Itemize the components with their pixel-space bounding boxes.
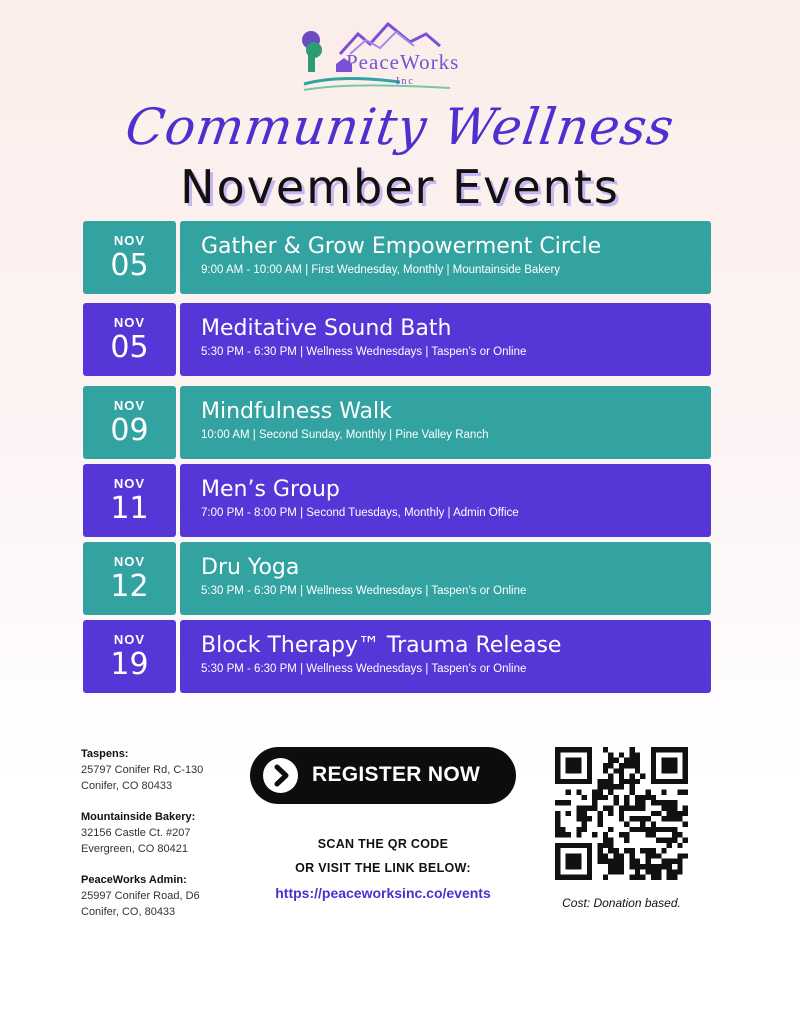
peaceworks-logo <box>300 20 490 98</box>
logo-brand: PeaceWorks <box>346 50 460 74</box>
event-month: NOV <box>113 632 146 647</box>
event-date-box <box>83 542 176 615</box>
event-info <box>180 620 711 693</box>
event-detail: 9:00 AM - 10:00 AM | First Wednesday, Monthly | Mountainside Bakery <box>201 264 561 276</box>
script-title: Community Wellness <box>122 98 678 156</box>
page-title: November Events <box>180 160 620 214</box>
event-title: Block Therapy™ Trauma Release <box>201 633 562 658</box>
event-row <box>83 542 711 615</box>
address-name: PeaceWorks Admin: <box>81 874 187 886</box>
event-month: NOV <box>113 398 146 413</box>
event-row <box>83 620 711 693</box>
event-title: Men’s Group <box>201 477 340 502</box>
event-row <box>83 464 711 537</box>
register-label: REGISTER NOW <box>312 763 481 786</box>
event-date-box <box>83 221 176 294</box>
event-day: 19 <box>110 647 149 682</box>
event-row <box>83 303 711 376</box>
event-row <box>83 386 711 459</box>
address-name: Mountainside Bakery: <box>81 811 196 823</box>
address-line: 32156 Castle Ct. #207 <box>81 827 191 839</box>
scan-line-2: OR VISIT THE LINK BELOW: <box>295 861 471 875</box>
event-day: 05 <box>110 248 149 283</box>
event-info <box>180 221 711 294</box>
event-day: 11 <box>110 491 149 526</box>
event-month: NOV <box>113 233 146 248</box>
event-month: NOV <box>113 315 146 330</box>
address-mountainside-bakery <box>81 809 251 857</box>
event-date-box <box>83 303 176 376</box>
logo-sub: Inc <box>396 76 415 87</box>
address-peaceworks-admin <box>81 872 251 920</box>
event-row <box>83 221 711 294</box>
event-title: Mindfulness Walk <box>201 399 392 424</box>
event-date-box <box>83 464 176 537</box>
event-info <box>180 542 711 615</box>
event-info <box>180 386 711 459</box>
scan-line-1: SCAN THE QR CODE <box>317 837 449 851</box>
address-line: Conifer, CO 80433 <box>81 780 173 792</box>
scan-instructions <box>250 832 516 880</box>
address-line: Evergreen, CO 80421 <box>81 843 189 855</box>
event-month: NOV <box>113 554 146 569</box>
address-line: 25997 Conifer Road, D6 <box>81 890 200 902</box>
qr-code[interactable] <box>555 747 688 880</box>
event-detail: 7:00 PM - 8:00 PM | Second Tuesdays, Monthly | Admin Office <box>201 507 519 519</box>
chevron-right-icon <box>263 758 298 793</box>
event-date-box <box>83 386 176 459</box>
event-title: Dru Yoga <box>201 555 300 580</box>
event-detail: 5:30 PM - 6:30 PM | Wellness Wednesdays | Taspen’s or Online <box>201 585 527 597</box>
address-line: 25797 Conifer Rd, C-130 <box>81 764 204 776</box>
events-link[interactable]: https://peaceworksinc.co/events <box>275 885 491 901</box>
address-name: Taspens: <box>81 748 129 760</box>
event-info <box>180 464 711 537</box>
event-day: 05 <box>110 330 149 365</box>
event-title: Meditative Sound Bath <box>201 316 452 341</box>
register-now-button[interactable] <box>250 747 516 804</box>
event-detail: 5:30 PM - 6:30 PM | Wellness Wednesdays | Taspen’s or Online <box>201 663 527 675</box>
cost-note: Cost: Donation based. <box>562 896 681 910</box>
event-date-box <box>83 620 176 693</box>
address-taspens <box>81 746 251 794</box>
event-day: 09 <box>110 413 149 448</box>
event-month: NOV <box>113 476 146 491</box>
event-day: 12 <box>110 569 149 604</box>
address-list <box>81 746 251 935</box>
event-detail: 10:00 AM | Second Sunday, Monthly | Pine Valley Ranch <box>201 429 489 441</box>
event-info <box>180 303 711 376</box>
event-detail: 5:30 PM - 6:30 PM | Wellness Wednesdays | Taspen’s or Online <box>201 346 527 358</box>
address-line: Conifer, CO, 80433 <box>81 906 176 918</box>
event-title: Gather & Grow Empowerment Circle <box>201 234 602 259</box>
